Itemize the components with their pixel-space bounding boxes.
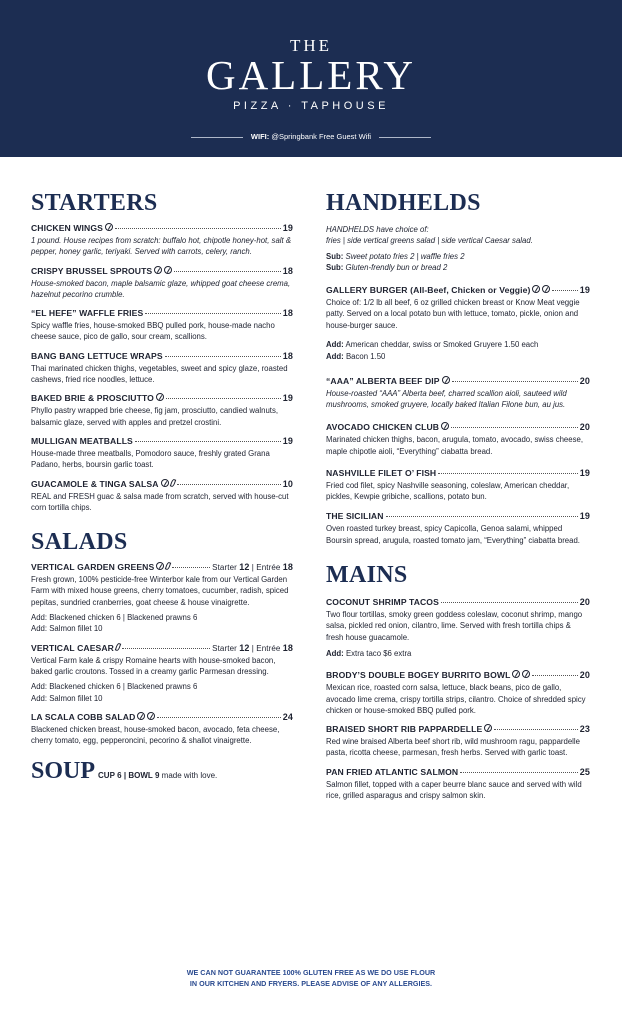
item-description: Phyllo pastry wrapped brie cheese, fig jam, prosciutto, candied walnuts, balsamic glaze, served with apples and pretzel crostini. <box>31 406 279 427</box>
item-description: Fresh grown, 100% pesticide-free Winterbor kale from our Vertical Garden Farm with mixed house greens, cherry tomatoes, cucumber, radish, spiced pepitas, sundried cranberries, goat cheese & house vinaigrette. <box>31 575 289 607</box>
gluten-free-icon <box>442 376 450 384</box>
menu-item <box>31 712 293 747</box>
handhelds-sub: Sub: Sweet potato fries 2 | waffle fries 2 <box>326 251 465 261</box>
item-name: BAKED BRIE & PROSCIUTTO <box>31 393 154 404</box>
item-price-options: Starter 12 | Entrée 18 <box>212 562 293 573</box>
gluten-free-icon <box>512 670 520 678</box>
item-price: 19 <box>282 435 293 446</box>
item-description: REAL and FRESH guac & salsa made from scratch, served with house-cut corn tortilla chips. <box>31 491 289 512</box>
logo-subtitle: PIZZA · TAPHOUSE <box>233 100 389 112</box>
vegetarian-leaf-icon <box>165 562 171 571</box>
menu-item <box>31 393 293 428</box>
dot-leader <box>441 602 578 603</box>
wifi-label: WIFI: <box>250 132 270 141</box>
item-price: 18 <box>282 308 293 319</box>
item-price: 23 <box>579 724 590 735</box>
allergy-notice-line: WE CAN NOT GUARANTEE 100% GLUTEN FREE AS WE DO USE FLOUR <box>186 968 436 977</box>
menu-item <box>326 468 590 503</box>
dot-leader <box>438 473 578 474</box>
item-description: Marinated chicken thighs, bacon, arugula, tomato, avocado, swiss cheese, maple chipotle aioli, “Everything” ciabatta bread. <box>326 435 584 456</box>
soup-title: SOUP <box>31 758 96 785</box>
vegetarian-leaf-icon <box>115 642 121 651</box>
gluten-free-icon <box>532 285 540 293</box>
menu-item <box>31 351 293 386</box>
item-description: Two flour tortillas, smoky green goddess coleslaw, coconut shrimp, mango salsa, pickled red onion, cilantro, lime. Served with fresh tortilla chips & fresh house guacamole. <box>326 610 583 642</box>
item-price: 19 <box>282 393 293 404</box>
gluten-free-icon <box>522 670 530 678</box>
item-name: VERTICAL CAESAR <box>31 642 114 653</box>
dot-leader <box>135 441 281 442</box>
menu-item <box>326 767 590 802</box>
item-price: 18 <box>282 265 293 276</box>
item-name: BANG BANG LETTUCE WRAPS <box>31 350 163 361</box>
item-price: 20 <box>579 422 590 433</box>
dot-leader <box>165 356 281 357</box>
dot-leader <box>177 484 281 485</box>
item-addon: Add: Extra taco $6 extra <box>326 648 412 658</box>
item-name: NASHVILLE FILET O’ FISH <box>326 467 437 478</box>
allergy-notice <box>0 968 622 989</box>
vegetarian-leaf-icon <box>169 478 175 487</box>
item-name: AVOCADO CHICKEN CLUB <box>326 422 440 433</box>
item-description: Salmon fillet, topped with a caper beurre blanc sauce and served with wild rice, grilled asparagus and crispy salmon skin. <box>326 779 582 801</box>
item-description: House-made three meatballs, Pomodoro sauce, freshly grated Grana Padano, herbs, boursin garlic toast. <box>31 448 270 470</box>
item-addon: Add: Blackened chicken 6 | Blackened prawns 6 <box>31 682 198 692</box>
item-name: BRODY’S DOUBLE BOGEY BURRITO BOWL <box>326 670 511 681</box>
item-price: 18 <box>282 350 293 361</box>
gluten-free-icon <box>484 724 492 732</box>
menu-item <box>31 266 293 301</box>
item-price: 19 <box>579 467 590 478</box>
item-description: Blackened chicken breast, house-smoked bacon, avocado, feta cheese, cherry tomato, egg, pepperoncini, pecorino & shallot vinaigrette. <box>31 724 280 746</box>
gluten-free-icon <box>164 266 172 274</box>
salads-title: SALADS <box>31 529 128 556</box>
soup-section <box>31 756 293 786</box>
menu-item <box>326 422 590 457</box>
wifi-network: @Springbank Free Guest Wifi <box>271 132 372 141</box>
dot-leader <box>166 398 281 399</box>
menu-item <box>326 670 590 716</box>
item-description: Red wine braised Alberta beef short rib, wild mushroom ragu, pappardelle pasta, ricotta cheese, parmesan, fresh herbs. Served with garlic toast. <box>326 737 580 758</box>
item-price: 20 <box>579 670 590 681</box>
handhelds-intro-title: HANDHELDS have choice of: <box>326 225 429 234</box>
dot-leader <box>460 772 578 773</box>
gluten-free-icon <box>105 223 113 231</box>
item-description: House-roasted “AAA” Alberta beef, charred scallion aioli, sauteed wild mushrooms, smoked gruyere, locally baked Italian Filone bun, au jus. <box>326 388 567 409</box>
wifi-info <box>0 132 622 141</box>
dot-leader <box>115 228 281 229</box>
item-addon: Add: Salmon fillet 10 <box>31 624 103 634</box>
gluten-free-icon <box>154 266 162 274</box>
menu-header <box>0 0 622 157</box>
item-description: Spicy waffle fries, house-smoked BBQ pulled pork, house-made nacho cheese sauce, pico de gallo, sour cream, scallions. <box>31 321 275 342</box>
divider-line <box>379 137 431 138</box>
dot-leader <box>532 675 577 676</box>
gluten-free-icon <box>542 285 550 293</box>
item-addon: Add: American cheddar, swiss or Smoked Gruyere 1.50 each <box>326 340 539 350</box>
item-description: Vertical Farm kale & crispy Romaine hearts with house-smoked bacon, baked garlic croutons. Tossed in a creamy garlic Parmesan dressing. <box>31 655 276 676</box>
item-name: COCONUT SHRIMP TACOS <box>326 597 439 608</box>
menu-item <box>326 511 590 546</box>
item-name: VERTICAL GARDEN GREENS <box>31 562 155 573</box>
item-price: 20 <box>579 597 590 608</box>
mains-title: MAINS <box>326 562 408 589</box>
item-price: 20 <box>579 375 590 386</box>
dot-leader <box>452 381 578 382</box>
menu-item <box>31 643 293 704</box>
item-description: Choice of: 1/2 lb all beef, 6 oz grilled chicken breast or Know Meat veggie patty. Served on a local potato bun with lettuce, tomato, pickle, onion and house-burger sauce. <box>326 298 580 330</box>
gluten-free-icon <box>161 479 169 487</box>
gluten-free-icon <box>147 712 155 720</box>
menu-item <box>31 436 293 471</box>
item-name: LA SCALA COBB SALAD <box>31 711 136 722</box>
dot-leader <box>386 516 578 517</box>
logo-gallery: GALLERY <box>205 52 417 98</box>
handhelds-title: HANDHELDS <box>326 190 481 216</box>
menu-item <box>326 597 590 659</box>
item-name: PAN FRIED ATLANTIC SALMON <box>326 766 459 777</box>
item-price: 19 <box>579 285 590 296</box>
item-addon: Add: Bacon 1.50 <box>326 352 386 362</box>
item-description: Oven roasted turkey breast, spicy Capicolla, Genoa salami, whipped Boursin spread, arugula, roasted tomato jam, “Everything” ciabatta bread. <box>326 524 580 545</box>
item-name: MULLIGAN MEATBALLS <box>31 435 133 446</box>
menu-item <box>31 308 293 343</box>
handhelds-intro <box>326 224 590 273</box>
left-column <box>31 188 293 786</box>
gluten-free-icon <box>441 422 449 430</box>
dot-leader <box>451 427 578 428</box>
item-description: Fried cod filet, spicy Nashville seasoning, coleslaw, American cheddar, pickles, Kewpie gribiche, scallions, potato bun. <box>326 480 570 502</box>
item-price-options: Starter 12 | Entrée 18 <box>212 642 293 653</box>
dot-leader <box>145 313 280 314</box>
item-name: THE SICILIAN <box>326 511 384 522</box>
item-name: CRISPY BRUSSEL SPROUTS <box>31 265 153 276</box>
gluten-free-icon <box>137 712 145 720</box>
gluten-free-icon <box>156 393 164 401</box>
item-addon: Add: Salmon fillet 10 <box>31 693 103 703</box>
soup-prices: CUP 6 | BOWL 9 made with love. <box>98 771 218 781</box>
item-name: “AAA” ALBERTA BEEF DIP <box>326 375 440 386</box>
item-price: 19 <box>579 511 590 522</box>
item-addon: Add: Blackened chicken 6 | Blackened prawns 6 <box>31 613 198 623</box>
item-name: BRAISED SHORT RIB PAPPARDELLE <box>326 724 483 735</box>
item-description: House-smoked bacon, maple balsamic glaze, whipped goat cheese crema, hazelnut pecorino crumble. <box>31 278 291 299</box>
allergy-notice-line: IN OUR KITCHEN AND FRYERS. PLEASE ADVISE OF ANY ALLERGIES. <box>189 978 433 988</box>
menu-item <box>326 285 590 362</box>
dot-leader <box>494 729 577 730</box>
item-price: 24 <box>282 711 293 722</box>
dot-leader <box>174 271 281 272</box>
item-description: Thai marinated chicken thighs, vegetables, sweet and spicy glaze, roasted cashews, fried rice noodles, lettuce. <box>31 363 288 385</box>
item-name: “EL HEFE” WAFFLE FRIES <box>31 308 144 319</box>
item-description: Mexican rice, roasted corn salsa, lettuce, black beans, pico de gallo, avocado lime crema, crispy tortilla strips, cilantro. Choice of shredded spicy chicken or house-smoked BBQ pulled pork. <box>326 683 586 715</box>
item-description: 1 pound. House recipes from scratch: buffalo hot, chipotle honey-hot, salt & pepper, honey garlic, teriyaki. Served with carrots, celery, ranch. <box>31 236 292 257</box>
item-price: 10 <box>282 478 293 489</box>
menu-item <box>326 724 590 759</box>
logo-the: THE <box>289 36 333 55</box>
item-price: 25 <box>579 766 590 777</box>
menu-item <box>31 223 293 258</box>
menu-item <box>31 479 293 514</box>
starters-title: STARTERS <box>31 190 158 216</box>
item-name: GALLERY BURGER (All-Beef, Chicken or Veggie) <box>326 285 531 296</box>
divider-line <box>191 137 243 138</box>
menu-item <box>326 376 590 411</box>
gluten-free-icon <box>156 562 164 570</box>
item-name: CHICKEN WINGS <box>31 223 103 233</box>
handhelds-intro-choices: fries | side vertical greens salad | side vertical Caesar salad. <box>326 236 533 246</box>
dot-leader <box>172 567 210 568</box>
menu-item <box>31 562 293 634</box>
right-column <box>326 188 590 801</box>
item-name: GUACAMOLE & TINGA SALSA <box>31 478 159 489</box>
item-price: 19 <box>282 223 293 233</box>
dot-leader <box>122 648 210 649</box>
dot-leader <box>552 290 577 291</box>
handhelds-sub: Sub: Gluten-frendly bun or bread 2 <box>326 262 448 272</box>
dot-leader <box>157 717 280 718</box>
